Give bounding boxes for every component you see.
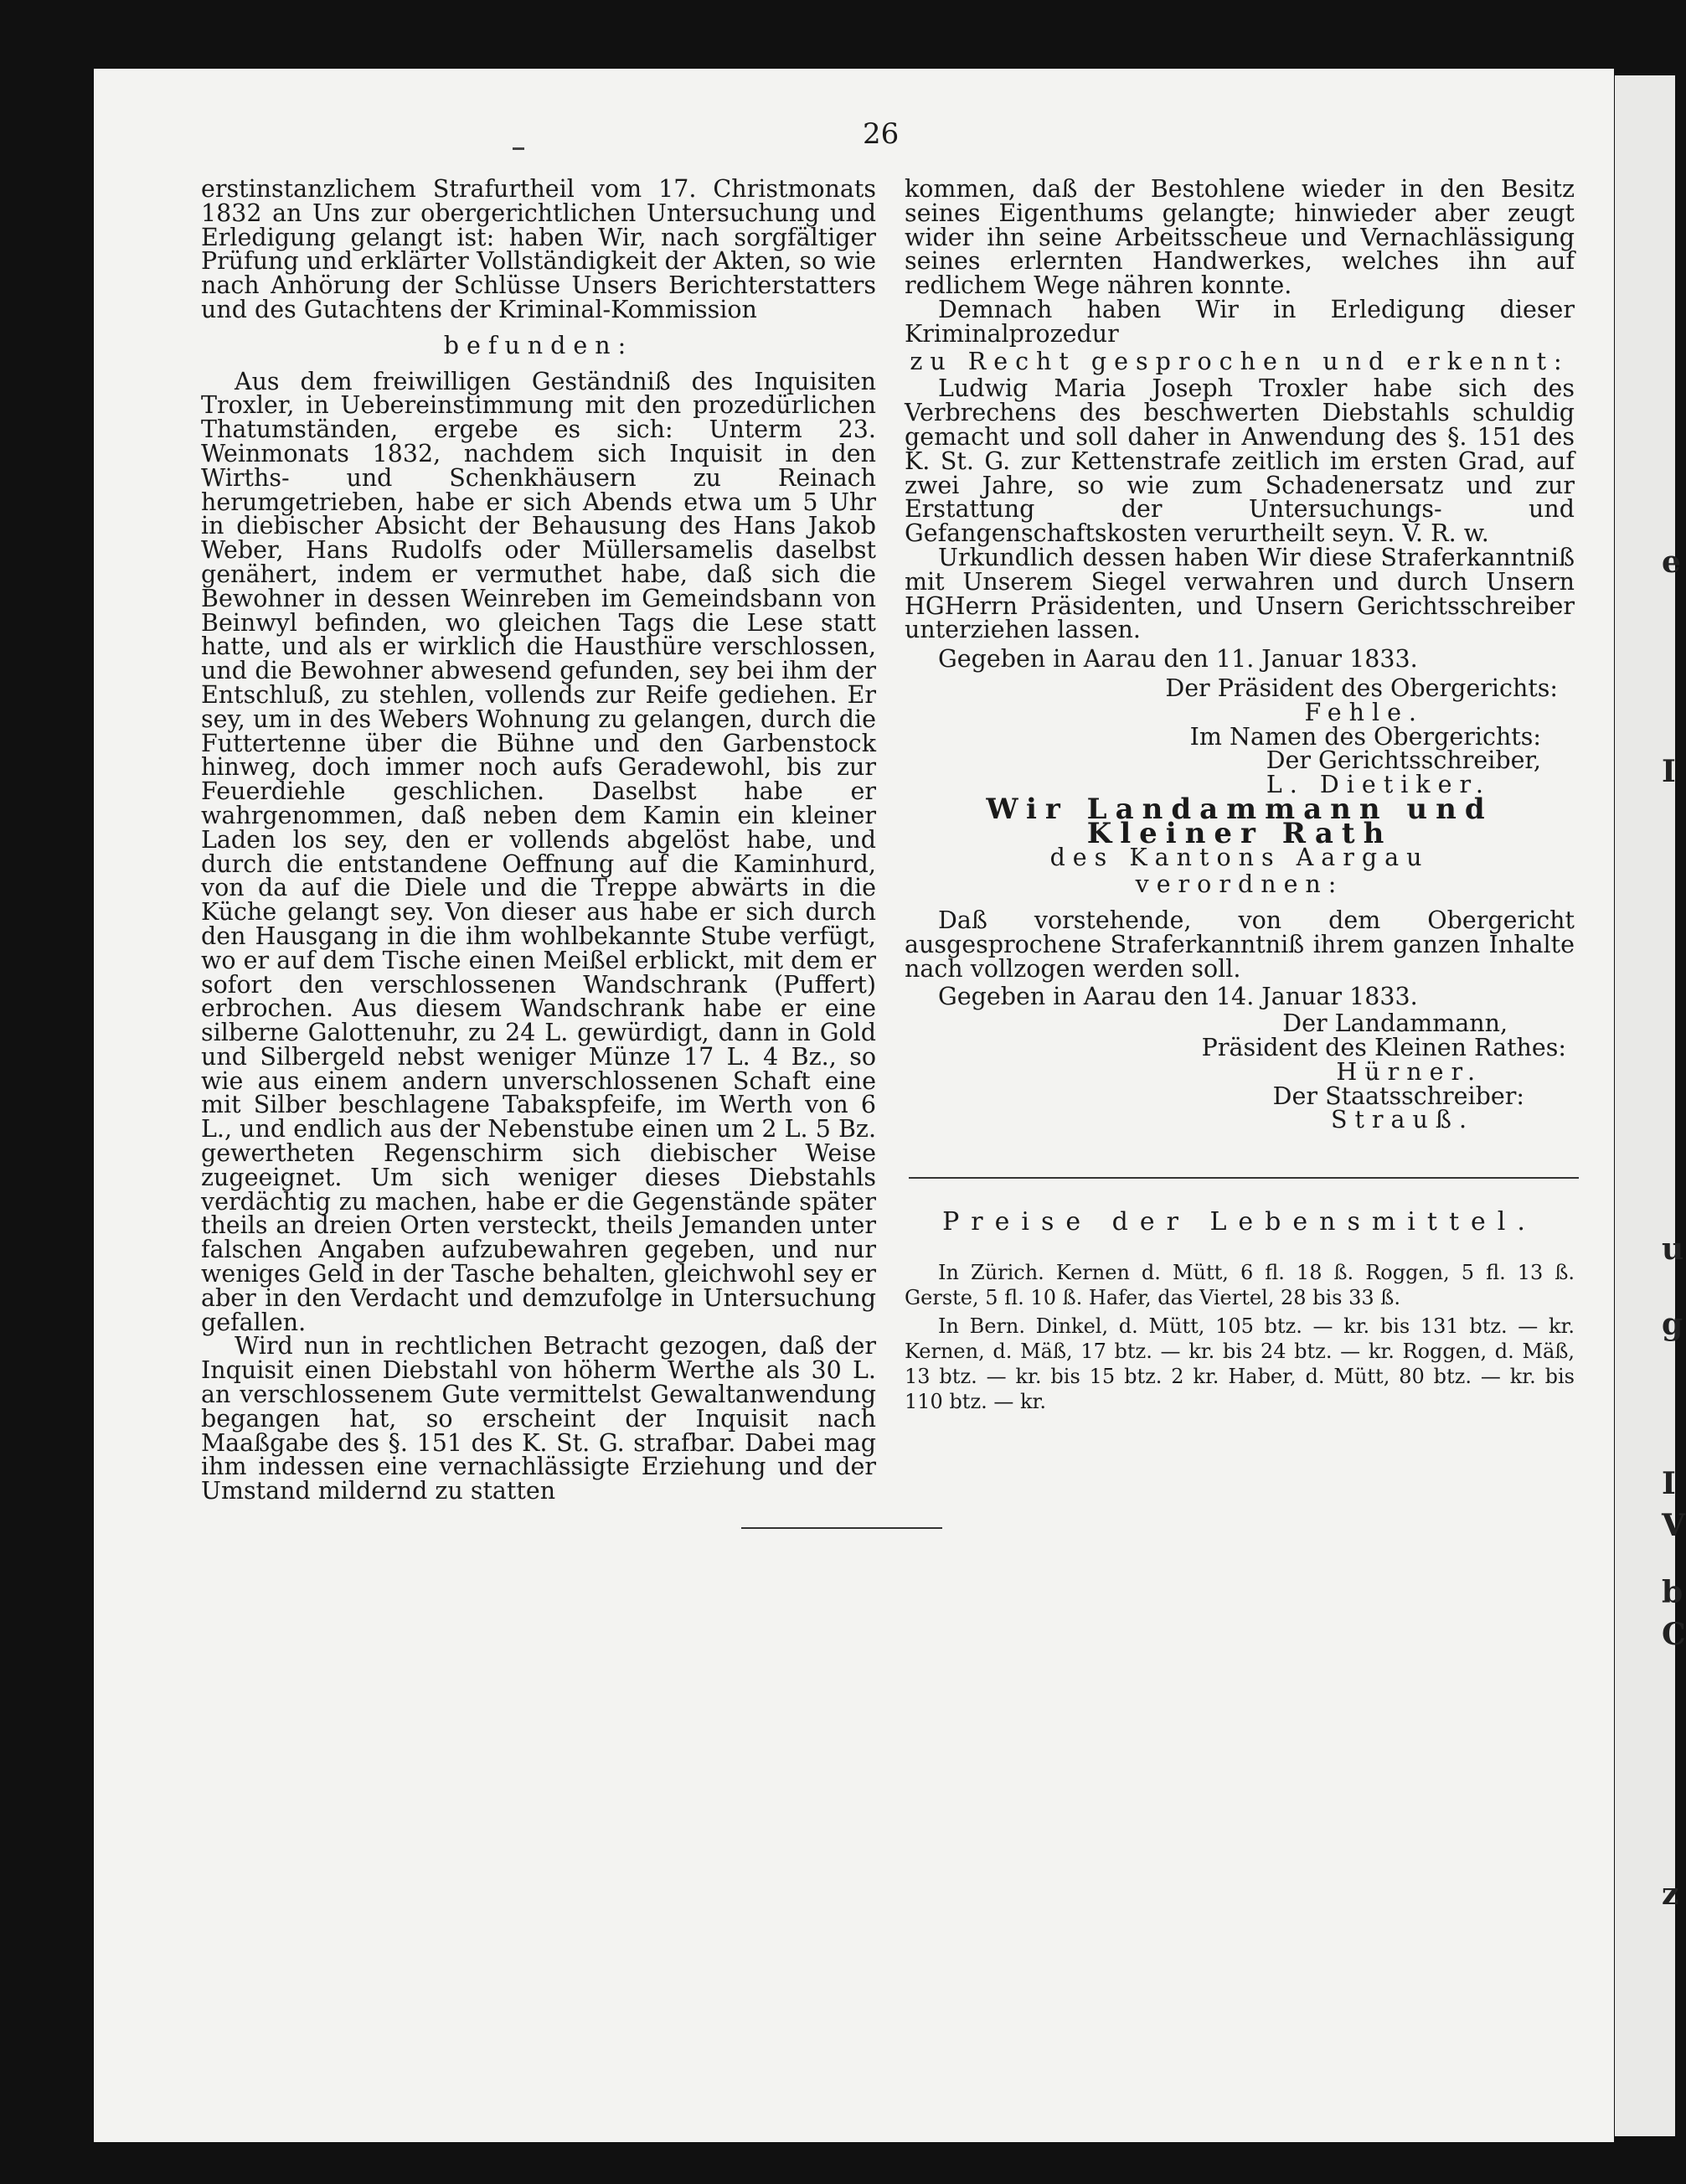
- signature-line: Im Namen des Obergerichts:: [1189, 722, 1541, 751]
- council-subtitle: des Kantons Aargau: [1049, 843, 1430, 871]
- end-rule: [741, 1527, 942, 1529]
- signature-name: Hürner.: [1336, 1057, 1482, 1086]
- verordnen-heading: verordnen:: [1135, 870, 1344, 899]
- edge-glyph: I: [1662, 1466, 1676, 1501]
- date-line: Gegeben in Aarau den 11. Januar 1833.: [938, 645, 1418, 674]
- signature-line: Der Staatsschreiber:: [1272, 1082, 1524, 1110]
- signature-name: Strauß.: [1330, 1106, 1474, 1134]
- edge-glyph: V: [1662, 1508, 1685, 1543]
- paragraph: Daß vorstehende, von dem Obergericht ausgesprochene Straferkanntniß ihrem ganzen Inhalte nach vollzogen werden soll.: [905, 906, 1575, 983]
- edge-glyph: I: [1662, 754, 1676, 789]
- edge-glyph: e: [1662, 545, 1681, 580]
- edge-glyph: C: [1662, 1617, 1686, 1652]
- signature-line: Der Landammann,: [1282, 1009, 1508, 1038]
- verdict-heading: zu Recht gesprochen und erkennt:: [910, 347, 1570, 375]
- edge-glyph: z: [1662, 1877, 1679, 1912]
- right-column: [905, 175, 1575, 1134]
- prices-title: Preise der Lebensmittel.: [942, 1207, 1537, 1237]
- page-number: 26: [863, 117, 900, 151]
- verdict-paragraph: Ludwig Maria Joseph Troxler habe sich des Verbrechens des beschwerten Diebstahls schuldig gemacht und soll daher in Anwendung des §. 151 des K. St. G. zur Kettenstrafe zeitlich im ersten Grad, auf zwei Jahre, so wie zum Schadenersatz und zur Erstattung der Untersuchungs- und Gefangenschaftskosten verurtheilt seyn. V. R. w.: [905, 374, 1575, 548]
- signature-line: Präsident des Kleinen Rathes:: [1201, 1034, 1566, 1062]
- prices-zurich: In Zürich. Kernen d. Mütt, 6 fl. 18 ß. Roggen, 5 fl. 13 ß. Gerste, 5 fl. 10 ß. Hafer, das Viertel, 28 bis 33 ß.: [905, 1260, 1575, 1309]
- signature-line: Der Gerichtsschreiber,: [1266, 746, 1541, 775]
- prices-section: [905, 1207, 1575, 1414]
- edge-glyph: u: [1662, 1231, 1684, 1267]
- header-dash: [513, 147, 524, 150]
- signature-name: Fehle.: [1304, 698, 1424, 726]
- paragraph: Aus dem freiwilligen Geständniß des Inquisiten Troxler, in Uebereinstimmung mit den prozedürlichen Thatumständen, ergebe es sich: Unterm 23. Weinmonats 1832, nachdem sich Inquisit in den Wirths- und Schenkhäusern zu Reinach herumgetrieben, habe er sich Abends etwa um 5 Uhr in diebischer Absicht der Behausung des Hans Jakob Weber, Hans Rudolfs oder Müllersamelis daselbst genähert, indem er vermuthet habe, daß sich die Bewohner in dessen Weinreben im Gemeindsbann von Beinwyl befinden, wo gleichen Tags die Lese statt hatte, und als er wirklich die Hausthüre verschlossen, und die Bewohner abwesend gefunden, sey bei ihm der Entschluß, zu stehlen, vollends zur Reife gediehen. Er sey, um in des Webers Wohnung zu gelangen, durch die Futtertenne über die Bühne und den Garbenstock hinweg, doch immer noch aufs Geradewohl, bis zur Feuerdiehle geschlichen. Daselbst habe er wahrgenommen, daß neben dem Kamin ein kleiner Laden los sey, den er vollends abgelöst habe, und durch die entstandene Oeffnung auf die Kaminhurd, von da auf die Diele und die Treppe abwärts in die Küche gelangt sey. Von dieser aus habe er sich durch den Hausgang in die ihm wohlbekannte Stube verfügt, wo er auf dem Tische einen Meißel erblickt, mit dem er sofort den verschlossenen Wandschrank (Puffert) erbrochen. Aus diesem Wandschrank habe er eine silberne Galottenuhr, zu 24 L. gewürdigt, dann in Gold und Silbergeld nebst weniger Münze 17 L. 4 Bz., so wie aus einem andern unverschlossenen Schaft eine mit Silber beschlagene Tabakspfeife, im Werth von 6 L., und endlich aus der Nebenstube einen um 2 L. 5 Bz. gewertheten Regenschirm sich diebischer Weise zugeeignet. Um sich weniger dieses Diebstahls verdächtig zu machen, habe er die Gegenstände später theils an dreien Orten versteckt, theils Jemanden unter falschen Angaben aufzubewahren gegeben, und nur weniges Geld in der Tasche behalten, gleichwohl sey er aber in den Verdacht und demzufolge in Untersuchung gefallen.: [201, 367, 876, 1336]
- prices-bern: In Bern. Dinkel, d. Mütt, 105 btz. — kr. bis 131 btz. — kr. Kernen, d. Mäß, 17 btz. — kr. bis 24 btz. — kr. Roggen, d. Mäß, 13 btz. — kr. bis 15 btz. 2 kr. Haber, d. Mütt, 80 btz. — kr. bis 110 btz. — kr.: [905, 1314, 1575, 1413]
- befunden-heading: befunden:: [443, 331, 634, 359]
- paragraph: erstinstanzlichem Strafurtheil vom 17. Christmonats 1832 an Uns zur obergerichtlichen Untersuchung und Erledigung gelangt ist: haben Wir, nach sorgfältiger Prüfung und erklärter Vollständigkeit der Akten, so wie nach Anhörung der Schlüsse Unsers Berichterstatters und des Gutachtens der Kriminal-Kommission: [201, 175, 876, 323]
- paragraph: kommen, daß der Bestohlene wieder in den Besitz seines Eigenthums gelangte; hinwieder aber zeugt wider ihn seine Arbeitsscheue und Vernachlässigung seines erlernten Handwerkes, welches ihn auf redlichem Wege nähren konnte.: [905, 175, 1575, 300]
- council-title: Wir Landammann und Kleiner Rath: [986, 792, 1493, 850]
- signature-line: Der Präsident des Obergerichts:: [1165, 674, 1558, 702]
- paragraph: Wird nun in rechtlichen Betracht gezogen, daß der Inquisit einen Diebstahl von höherm Werthe als 30 L. an verschlossenem Gute vermittelst Gewaltanwendung begangen hat, so erscheint der Inquisit nach Maaßgabe des §. 151 des K. St. G. strafbar. Dabei mag ihm indessen eine vernachlässigte Erziehung und der Umstand mildernd zu statten: [201, 1332, 876, 1505]
- edge-glyph: b: [1662, 1575, 1683, 1610]
- signature-name: L. Dietiker.: [1266, 771, 1491, 799]
- edge-glyph: g: [1662, 1307, 1683, 1342]
- paragraph: Demnach haben Wir in Erledigung dieser Kriminalprozedur: [905, 295, 1575, 348]
- adjacent-page-edge: [1615, 75, 1675, 2136]
- date-line: Gegeben in Aarau den 14. Januar 1833.: [938, 982, 1418, 1010]
- paragraph: Urkundlich dessen haben Wir diese Straferkanntniß mit Unserem Siegel verwahren und durch Unsern HGHerrn Präsidenten, und Unsern Gerichtsschreiber unterziehen lassen.: [905, 543, 1575, 644]
- left-column: [201, 175, 876, 1505]
- section-rule: [909, 1177, 1579, 1179]
